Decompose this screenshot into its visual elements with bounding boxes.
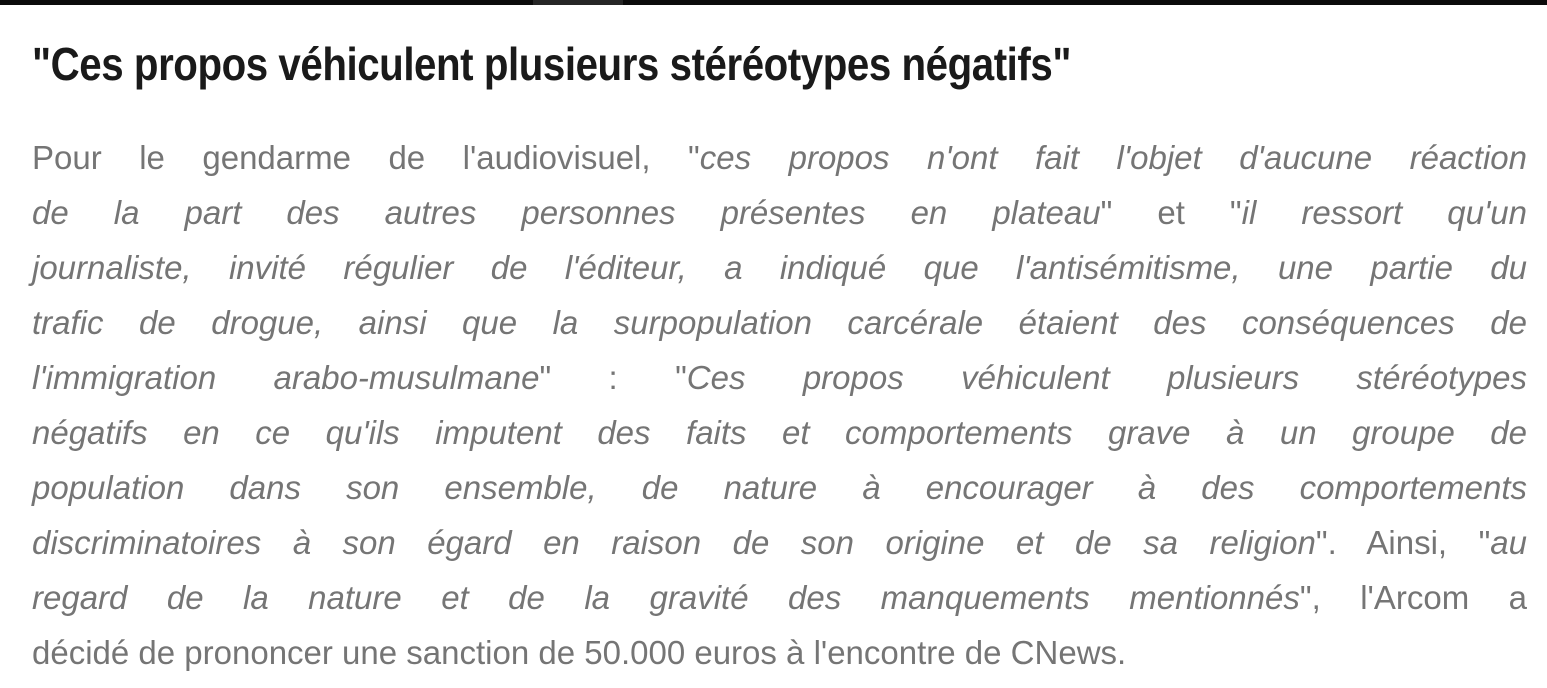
quoted-italic-text: ces propos n'ont fait l'objet d'aucune réaction xyxy=(699,139,1527,176)
paragraph-line xyxy=(32,570,1527,625)
paragraph-line xyxy=(32,625,1527,680)
quoted-italic-text: l'immigration arabo-musulmane xyxy=(32,359,540,396)
article-headline xyxy=(32,37,1527,92)
paragraph-line xyxy=(32,130,1527,185)
plain-text: " : " xyxy=(539,359,687,396)
quoted-italic-text: Ces propos véhiculent plusieurs stéréotypes xyxy=(686,359,1528,396)
plain-text: ", l'Arcom a xyxy=(1299,579,1527,616)
paragraph-line xyxy=(32,405,1527,460)
plain-text: Pour le gendarme de l'audiovisuel, " xyxy=(32,139,700,176)
plain-text: décidé de prononcer une sanction de 50.000 euros à l'encontre de CNews. xyxy=(32,634,1127,671)
paragraph-line xyxy=(32,515,1527,570)
paragraph-line xyxy=(32,350,1527,405)
quoted-italic-text: négatifs en ce qu'ils imputent des faits et comportements grave à un groupe de xyxy=(32,414,1527,451)
article-paragraph xyxy=(32,130,1527,680)
quoted-italic-text: discriminatoires à son égard en raison de son origine et de sa religion xyxy=(32,524,1316,561)
plain-text: ". Ainsi, " xyxy=(1315,524,1491,561)
quoted-italic-text: population dans son ensemble, de nature à encourager à des comportements xyxy=(32,469,1527,506)
quoted-italic-text: trafic de drogue, ainsi que la surpopulation carcérale étaient des conséquences de xyxy=(32,304,1527,341)
top-bar-highlight xyxy=(533,0,623,5)
article xyxy=(0,37,1547,680)
paragraph-line xyxy=(32,185,1527,240)
top-bar xyxy=(0,0,1547,5)
plain-text: " et " xyxy=(1100,194,1242,231)
quoted-italic-text: regard de la nature et de la gravité des manquements mentionnés xyxy=(32,579,1300,616)
article-headline-text: "Ces propos véhiculent plusieurs stéréotypes négatifs" xyxy=(32,38,1071,90)
paragraph-line xyxy=(32,460,1527,515)
quoted-italic-text: il ressort qu'un xyxy=(1241,194,1527,231)
paragraph-line xyxy=(32,295,1527,350)
quoted-italic-text: de la part des autres personnes présentes en plateau xyxy=(32,194,1101,231)
quoted-italic-text: journaliste, invité régulier de l'éditeur, a indiqué que l'antisémitisme, une partie du xyxy=(32,249,1527,286)
quoted-italic-text: au xyxy=(1490,524,1528,561)
paragraph-line xyxy=(32,240,1527,295)
